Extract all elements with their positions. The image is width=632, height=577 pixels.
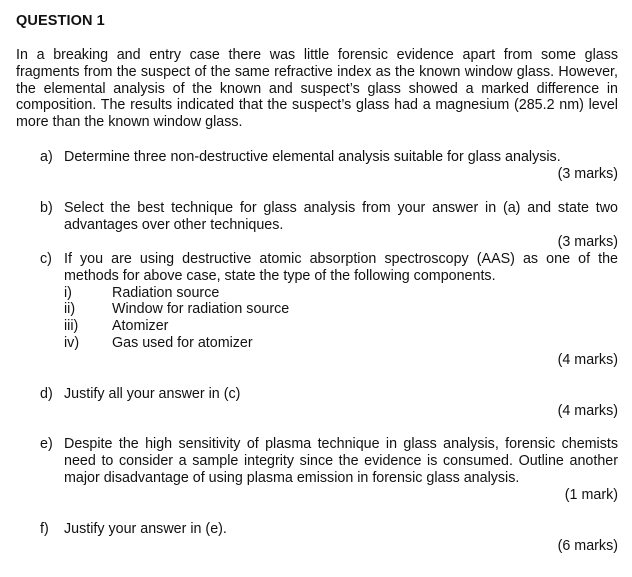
part-c-component-list <box>64 285 618 352</box>
question-title: QUESTION 1 <box>16 13 105 29</box>
list-item-number: i) <box>64 284 72 301</box>
list-item-text: Atomizer <box>112 318 169 335</box>
part-c <box>40 251 618 352</box>
part-e-text: Despite the high sensitivity of plasma technique in glass analysis, forensic chemists need to consider a sample integrity since the evidence is consumed. Outline another major disadvantage of using plasma emission in forensic glass analysis. <box>64 436 618 486</box>
list-item-number: iii) <box>64 318 79 335</box>
part-f <box>40 521 618 538</box>
part-d-text: Justify all your answer in (c) <box>64 386 241 402</box>
part-b-text: Select the best technique for glass analysis from your answer in (a) and state two advantages over other techniques. <box>64 200 618 233</box>
list-item-text: Gas used for atomizer <box>112 334 253 351</box>
part-e <box>40 436 618 486</box>
part-c-marks: (4 marks) <box>557 352 618 368</box>
part-d-letter: d) <box>40 386 53 402</box>
list-item-number: iv) <box>64 334 80 351</box>
part-e-letter: e) <box>40 436 53 452</box>
list-item-text: Radiation source <box>112 284 220 301</box>
part-a-marks: (3 marks) <box>557 166 618 182</box>
part-f-letter: f) <box>40 521 49 537</box>
list-item <box>64 301 618 318</box>
part-b <box>40 200 618 234</box>
part-b-letter: b) <box>40 200 53 216</box>
list-item <box>64 335 618 352</box>
part-d-marks: (4 marks) <box>557 403 618 419</box>
part-e-marks: (1 mark) <box>564 487 618 503</box>
part-c-letter: c) <box>40 251 52 267</box>
list-item-number: ii) <box>64 301 76 318</box>
part-a-text: Determine three non-destructive elemental analysis suitable for glass analysis. <box>64 149 561 165</box>
list-item <box>64 285 618 302</box>
part-f-text: Justify your answer in (e). <box>64 521 227 537</box>
part-d <box>40 386 618 403</box>
list-item-text: Window for radiation source <box>112 301 290 318</box>
part-b-marks: (3 marks) <box>557 234 618 250</box>
part-a <box>40 149 618 166</box>
part-f-marks: (6 marks) <box>557 538 618 554</box>
list-item <box>64 318 618 335</box>
part-a-letter: a) <box>40 149 53 165</box>
question-intro: In a breaking and entry case there was little forensic evidence apart from some glass fragments from the suspect of the same refractive index as the known window glass. However, the elemental analysis of the known and suspect’s glass showed a marked difference in composition. The results indicated that the suspect’s glass had a magnesium (285.2 nm) level more than the known window glass. <box>16 47 618 131</box>
part-c-text: If you are using destructive atomic absorption spectroscopy (AAS) as one of the methods for above case, state the type of the following components. <box>64 251 618 284</box>
